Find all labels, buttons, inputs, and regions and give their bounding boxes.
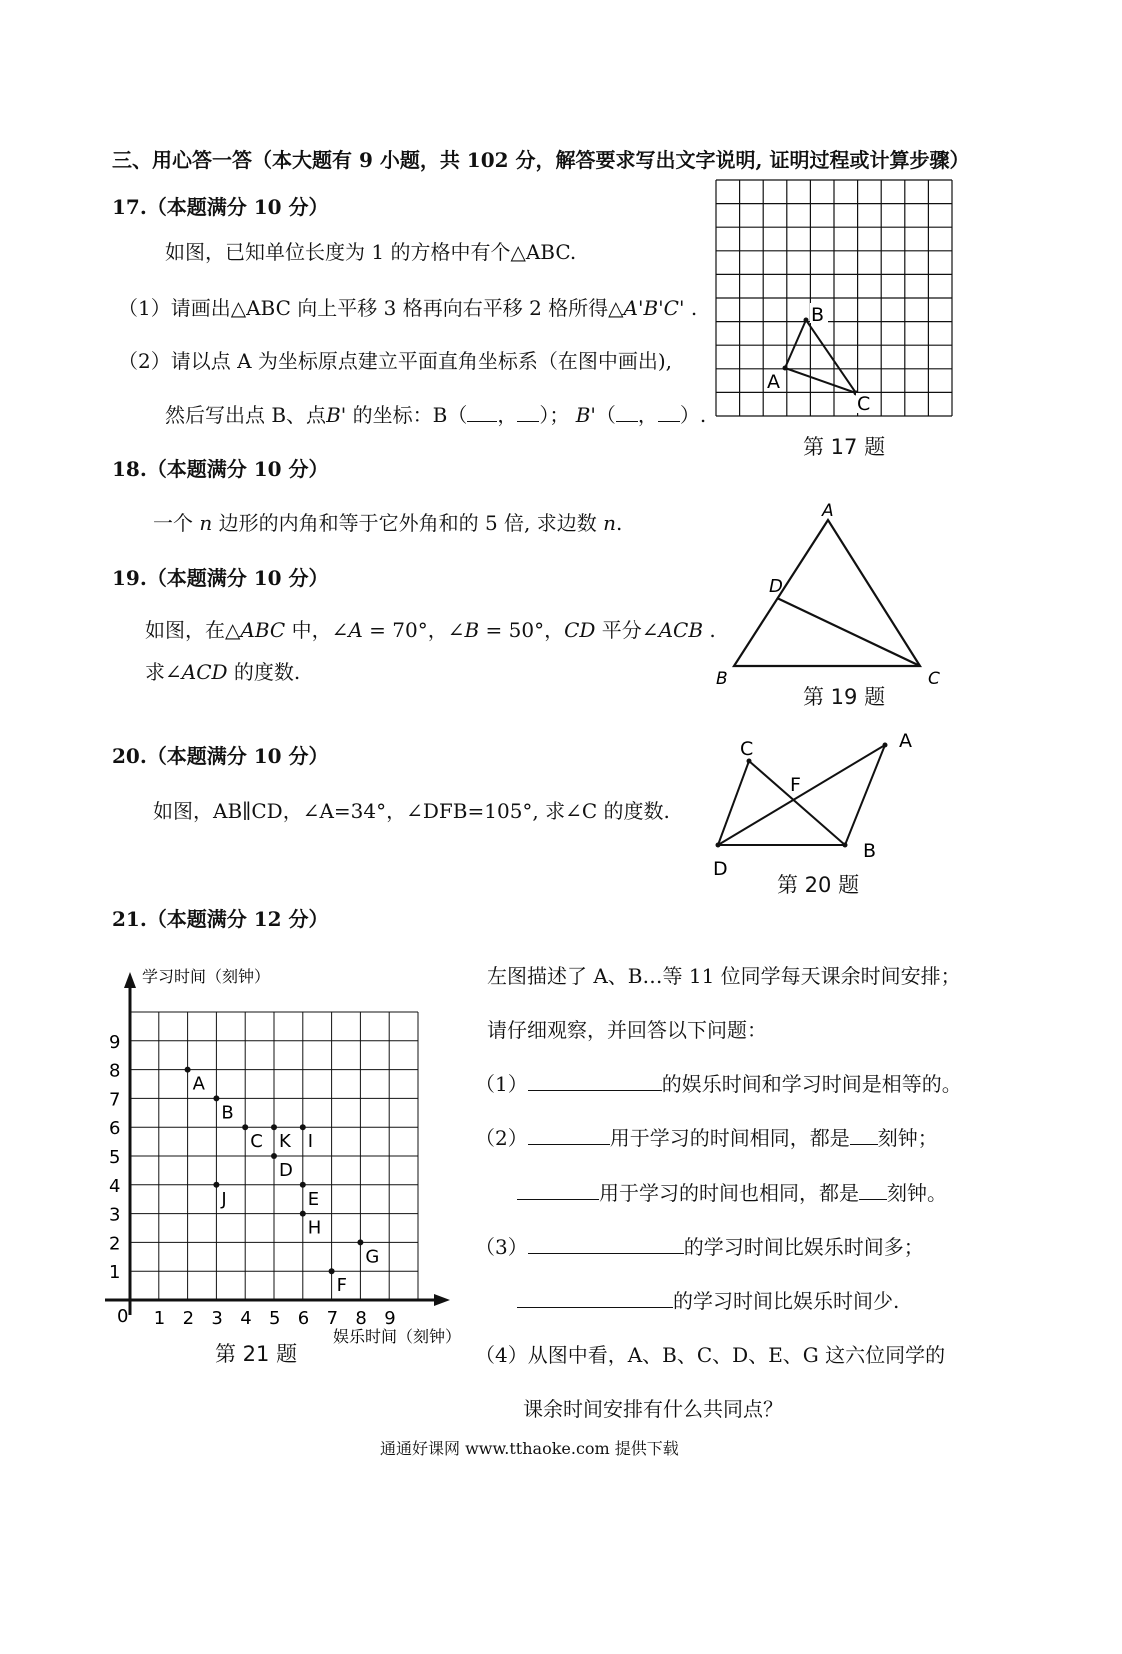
q21-y-ticks: [109, 1032, 120, 1283]
q21-point-d: [271, 1153, 277, 1159]
q21-point-label-k: K: [279, 1131, 291, 1153]
q21-x-axis-label: 娱乐时间（刻钟）: [333, 1327, 462, 1346]
q20-figure: [700, 725, 930, 885]
q19-l1-cd: CD: [564, 618, 596, 642]
q21-y-tick-label: 8: [109, 1060, 121, 1082]
q17-blank-by[interactable]: [517, 403, 539, 422]
q21-blank-2d[interactable]: [859, 1181, 887, 1200]
q21-y-arrow: [124, 972, 136, 988]
q21-point-f: [329, 1268, 335, 1274]
q21-point-a: [185, 1067, 191, 1073]
q17-part1: [118, 292, 697, 321]
q21-q1-num: （1）: [475, 1072, 528, 1096]
q20-label-f: F: [790, 774, 801, 796]
q21-point-label-e: E: [307, 1188, 320, 1210]
q18-n: n: [199, 511, 213, 535]
q19-l1-c: 中，∠: [285, 618, 349, 642]
q21-q2b-unit: 刻钟。: [887, 1181, 947, 1205]
q17-point-b: [804, 318, 809, 323]
q19-l1-a2: A: [348, 618, 363, 642]
q21-x-tick-label: 8: [355, 1308, 367, 1329]
q21-chart: [95, 960, 475, 1380]
q19-l2-c: 的度数.: [227, 660, 301, 684]
q19-l1-acb: ACB: [658, 618, 704, 642]
q20-heading: 20.（本题满分 10 分）: [112, 744, 329, 768]
q21-x-tick-label: 7: [326, 1308, 339, 1329]
q19-l1-g: = 50°，: [479, 618, 565, 642]
section-header: 三、用心答一答（本大题有 9 小题，共 102 分，解答要求写出文字说明, 证明过程或计算步骤）: [112, 148, 970, 172]
q17-part3-e: ）；: [539, 403, 570, 427]
q21-point-i: [300, 1124, 306, 1130]
q17-part1-triangle: A'B'C': [623, 296, 685, 320]
q21-x-tick-label: 3: [211, 1308, 223, 1329]
q17-part3: [165, 399, 706, 428]
q18-n2: n: [603, 511, 617, 535]
q17-part1-end: .: [684, 296, 698, 320]
q21-points: [185, 1067, 381, 1297]
q17-part3-bprime2: B': [575, 403, 596, 427]
q21-y-tick-label: 7: [109, 1089, 121, 1111]
q18-text-c: .: [616, 511, 623, 535]
q20-point-a: [883, 743, 888, 748]
q21-blank-1[interactable]: [528, 1072, 662, 1091]
q17-blank-bx[interactable]: [467, 403, 497, 422]
q20-point-b: [843, 843, 848, 848]
q21-y-tick-label: 6: [109, 1118, 121, 1140]
q21-point-c: [242, 1124, 248, 1130]
q21-blank-3b[interactable]: [517, 1289, 673, 1308]
q19-l1-e: = 70°，∠: [362, 618, 465, 642]
q19-figure: [708, 500, 958, 695]
q17-part3-c: 的坐标：B（: [346, 403, 468, 427]
q19-line2: [145, 656, 300, 685]
q20-segment-ad: [718, 745, 885, 845]
q19-l1-k: .: [703, 618, 716, 642]
q21-question-2: [475, 1122, 938, 1151]
q21-x-tick-label: 2: [182, 1308, 195, 1329]
page-footer: 通通好课网 www.tthaoke.com 提供下载: [380, 1439, 679, 1458]
q17-part1-text: （1）请画出△ABC 向上平移 3 格再向右平移 2 格所得△: [118, 296, 624, 320]
q17-blank-bpx[interactable]: [616, 403, 638, 422]
q21-y-tick-label: 1: [109, 1262, 121, 1284]
q20-caption: 第 20 题: [777, 873, 860, 897]
q21-point-g: [357, 1239, 363, 1245]
q19-label-d: D: [769, 576, 783, 597]
q19-line1: [145, 614, 716, 643]
q21-axes: [105, 982, 440, 1315]
q18-heading: 18.（本题满分 10 分）: [112, 457, 329, 481]
q21-point-k: [271, 1124, 277, 1130]
q21-point-j: [213, 1182, 219, 1188]
q21-q2-unit: 刻钟；: [877, 1126, 938, 1150]
q20-segment-ab: [845, 745, 885, 845]
q19-l2-acd: ACD: [181, 660, 228, 684]
q17-part3-h: ，: [637, 403, 658, 427]
q21-q3-num: （3）: [475, 1235, 528, 1259]
q17-part3-i: ）.: [679, 403, 707, 427]
q19-caption: 第 19 题: [803, 685, 886, 709]
q21-question-4: （4）从图中看，A、B、C、D、E、G 这六位同学的: [475, 1343, 946, 1367]
q19-triangle: [734, 520, 920, 666]
q19-l1-i: 平分∠: [595, 618, 659, 642]
q17-part3-bprime: B': [326, 403, 347, 427]
q21-point-label-d: D: [279, 1160, 293, 1181]
q21-blank-3a[interactable]: [528, 1235, 684, 1254]
q21-y-tick-label: 3: [109, 1204, 121, 1226]
q19-l1-b: B: [464, 618, 480, 642]
q17-part3-d: ，: [497, 403, 518, 427]
q19-l1-abc: ABC: [240, 618, 286, 642]
q21-q3b-text: 的学习时间比娱乐时间少.: [673, 1289, 900, 1313]
q21-question-3b: [517, 1285, 899, 1314]
q18-text-a: 一个: [153, 511, 193, 535]
q17-heading: 17.（本题满分 10 分）: [112, 195, 329, 219]
q21-point-label-a: A: [192, 1073, 205, 1095]
q20-label-c: C: [740, 738, 754, 760]
q17-part3-a: 然后写出点 B、点: [165, 403, 327, 427]
q21-question-2b: [517, 1177, 947, 1206]
q20-label-b: B: [863, 840, 877, 862]
q20-text: 如图，AB∥CD，∠A=34°，∠DFB=105°, 求∠C 的度数.: [153, 799, 670, 823]
q21-point-label-h: H: [307, 1217, 322, 1239]
q21-caption: 第 21 题: [215, 1342, 298, 1366]
q21-question-1: [475, 1068, 962, 1097]
q21-y-tick-label: 9: [109, 1031, 121, 1053]
q21-blank-2c[interactable]: [517, 1181, 599, 1200]
q21-y-tick-label: 2: [109, 1233, 121, 1255]
q17-blank-bpy[interactable]: [658, 403, 680, 422]
q21-x-tick-label: 4: [240, 1308, 252, 1329]
q17-point-a: [783, 366, 788, 371]
q21-q3-text: 的学习时间比娱乐时间多；: [683, 1235, 924, 1259]
q21-point-b: [213, 1095, 219, 1101]
q17-label-b: B: [811, 304, 825, 326]
q20-segment-cd: [718, 761, 749, 845]
q21-point-label-i: I: [307, 1131, 314, 1153]
q21-point-label-f: F: [336, 1275, 347, 1297]
q19-label-b: B: [716, 669, 728, 689]
q17-part2: （2）请以点 A 为坐标原点建立平面直角坐标系（在图中画出),: [118, 349, 673, 373]
q18-text: [153, 507, 622, 536]
q21-q1-text: 的娱乐时间和学习时间是相等的。: [661, 1072, 962, 1096]
q19-label-c: C: [928, 669, 940, 689]
q21-origin-label: 0: [117, 1306, 129, 1327]
q20-point-d: [716, 843, 721, 848]
q21-text-2: 请仔细观察，并回答以下问题：: [487, 1018, 767, 1042]
q21-x-tick-label: 9: [384, 1308, 396, 1329]
q17-intro: 如图，已知单位长度为 1 的方格中有个△ABC.: [165, 240, 577, 264]
q21-y-tick-label: 4: [109, 1175, 121, 1197]
q21-question-3: [475, 1231, 924, 1260]
q20-label-d: D: [713, 858, 728, 880]
q21-x-ticks: [154, 1308, 396, 1329]
q21-point-e: [300, 1182, 306, 1188]
q21-x-tick-label: 5: [269, 1308, 281, 1329]
q21-point-h: [300, 1211, 306, 1217]
q20-label-a: A: [899, 730, 912, 752]
q17-label-a: A: [767, 371, 780, 393]
q21-x-tick-label: 1: [153, 1308, 166, 1329]
q21-question-4b: 课余时间安排有什么共同点？: [523, 1397, 783, 1421]
q18-text-b: 边形的内角和等于它外角和的 5 倍, 求边数: [218, 511, 597, 535]
q17-grid-figure: [708, 175, 958, 425]
q21-x-arrow: [434, 1294, 450, 1306]
q19-label-a: A: [822, 501, 834, 521]
q21-y-tick-label: 5: [109, 1147, 121, 1168]
q19-l1-a: 如图，在△: [145, 618, 241, 642]
q19-l2-a: 求∠: [145, 660, 182, 684]
q17-part3-g: （: [595, 403, 616, 427]
q21-text-1: 左图描述了 A、B…等 11 位同学每天课余时间安排；: [487, 964, 961, 988]
q21-point-label-c: C: [250, 1131, 263, 1153]
q21-q2-text: 用于学习的时间相同，都是: [609, 1126, 850, 1150]
q21-x-tick-label: 6: [297, 1308, 310, 1329]
q21-point-label-b: B: [221, 1102, 234, 1124]
q17-grid: [716, 180, 952, 416]
q21-point-label-g: G: [365, 1246, 380, 1268]
q21-y-axis-label: 学习时间（刻钟）: [142, 967, 271, 986]
q21-heading: 21.（本题满分 12 分）: [112, 907, 329, 931]
q21-q2-num: （2）: [475, 1126, 528, 1150]
q21-point-label-j: J: [221, 1188, 227, 1210]
q21-blank-2b[interactable]: [850, 1126, 878, 1145]
q17-caption: 第 17 题: [803, 435, 886, 459]
q19-heading: 19.（本题满分 10 分）: [112, 566, 329, 590]
q17-triangle: [785, 320, 856, 393]
q21-q2b-text: 用于学习的时间也相同，都是: [599, 1181, 859, 1205]
q17-label-c: C: [857, 393, 871, 415]
q21-blank-2a[interactable]: [528, 1126, 610, 1145]
